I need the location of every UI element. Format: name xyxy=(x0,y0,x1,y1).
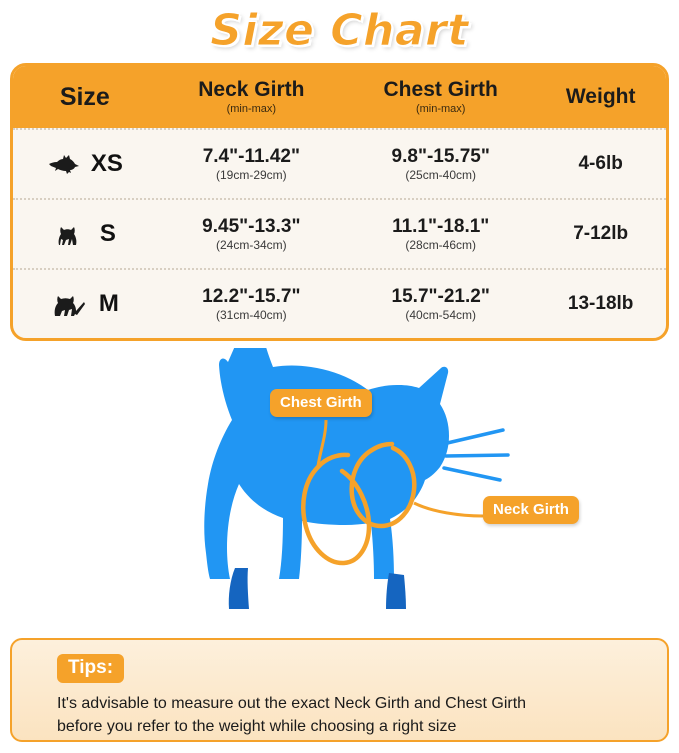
chest-girth-label: Chest Girth xyxy=(270,389,372,417)
cell-chest-girth: 11.1"-18.1" (28cm-46cm) xyxy=(392,215,490,252)
cell-neck-girth: 9.45"-13.3" (24cm-34cm) xyxy=(202,215,301,252)
neck-tag-leader-line xyxy=(414,503,483,516)
table-row xyxy=(13,128,666,198)
whiskers xyxy=(443,430,508,480)
tips-text xyxy=(57,692,637,738)
size-label: XS xyxy=(90,150,123,177)
tips-line-2: before you refer to the weight while choosing a right size xyxy=(57,718,457,735)
cell-size xyxy=(13,220,157,248)
cell-weight: 4-6lb xyxy=(578,153,623,174)
cat-body-shape xyxy=(204,348,508,609)
cell-weight: 7-12lb xyxy=(573,223,629,244)
cell-neck-girth: 7.4"-11.42" (19cm-29cm) xyxy=(202,145,300,182)
column-header-neck-girth: Neck Girth (min-max) xyxy=(198,78,305,115)
neck-girth-label: Neck Girth xyxy=(483,496,579,524)
tips-line-1: It's advisable to measure out the exact Neck Girth and Chest Girth xyxy=(57,695,527,712)
table-header-row xyxy=(13,66,666,128)
column-header-size: Size xyxy=(59,83,110,111)
tips-badge: Tips: xyxy=(57,654,124,683)
cell-size xyxy=(13,290,157,318)
cell-neck-girth: 12.2"-15.7" (31cm-40cm) xyxy=(202,285,301,322)
cell-chest-girth: 15.7"-21.2" (40cm-54cm) xyxy=(391,285,490,322)
cat-silhouette-icon xyxy=(54,221,90,247)
size-label: M xyxy=(98,290,119,317)
cell-weight: 13-18lb xyxy=(567,293,634,314)
size-label: S xyxy=(99,220,116,247)
cat-silhouette-icon xyxy=(51,290,89,318)
page-title: Size Chart xyxy=(210,5,469,56)
column-header-weight: Weight xyxy=(565,85,636,108)
cat-silhouette-icon xyxy=(47,151,81,177)
table-row xyxy=(13,198,666,268)
size-chart-table xyxy=(10,63,669,341)
measurement-illustration xyxy=(0,348,679,633)
cell-chest-girth: 9.8"-15.75" (25cm-40cm) xyxy=(391,145,490,182)
column-header-chest-girth: Chest Girth (min-max) xyxy=(383,78,498,115)
tips-box xyxy=(10,638,669,742)
page-title-container xyxy=(0,0,679,54)
table-row xyxy=(13,268,666,338)
cell-size xyxy=(13,150,157,178)
